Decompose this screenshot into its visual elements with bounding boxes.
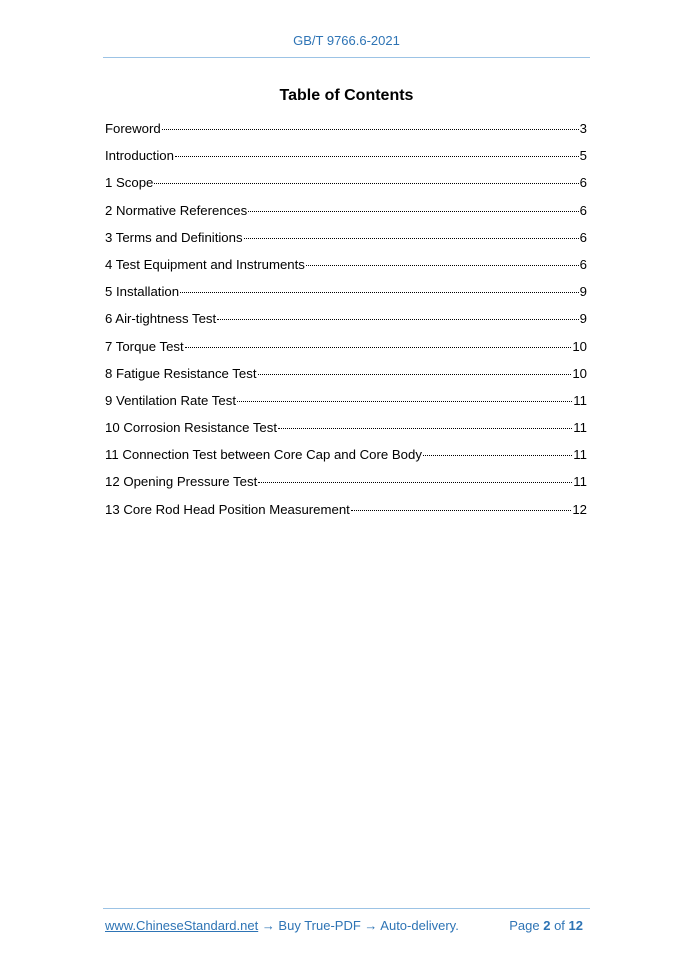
toc-entry-page: 6 — [579, 256, 587, 272]
toc-entry-page: 6 — [579, 229, 587, 245]
toc-title: Table of Contents — [279, 87, 414, 104]
toc-entry-page: 10 — [572, 365, 587, 381]
page-current: 2 — [543, 918, 551, 933]
toc-entry-label: 4 Test Equipment and Instruments — [105, 256, 305, 272]
toc-list — [105, 119, 587, 527]
toc-entry-page: 12 — [572, 501, 587, 517]
page-number — [509, 918, 583, 933]
page-of: of — [550, 918, 569, 933]
toc-dot-leader — [258, 482, 572, 483]
toc-entry-label: 1 Scope — [105, 175, 154, 191]
toc-entry-label: 8 Fatigue Resistance Test — [105, 365, 257, 381]
toc-entry[interactable] — [105, 255, 587, 282]
toc-entry[interactable] — [105, 337, 587, 364]
toc-entry-label: 7 Torque Test — [105, 338, 184, 354]
toc-entry-page: 6 — [579, 202, 587, 218]
toc-dot-leader — [351, 510, 571, 511]
toc-dot-leader — [278, 428, 572, 429]
toc-entry-label: 3 Terms and Definitions — [105, 229, 243, 245]
toc-entry-page: 11 — [573, 447, 587, 463]
page-total: 12 — [568, 918, 583, 933]
toc-dot-leader — [306, 265, 579, 266]
toc-entry-label: Foreword — [105, 121, 161, 136]
toc-entry-label: 6 Air-tightness Test — [105, 311, 217, 327]
toc-entry[interactable] — [105, 282, 587, 309]
toc-entry[interactable] — [105, 364, 587, 391]
toc-entry[interactable] — [105, 228, 587, 255]
toc-entry[interactable] — [105, 391, 587, 418]
toc-dot-leader — [162, 129, 579, 130]
toc-entry-page: 11 — [573, 392, 587, 408]
toc-dot-leader — [258, 374, 572, 375]
toc-entry[interactable] — [105, 173, 587, 200]
toc-dot-leader — [217, 319, 578, 320]
toc-entry-page: 6 — [579, 175, 587, 191]
footer-promo-text: → Buy True-PDF → Auto-delivery. — [258, 918, 459, 933]
header-divider — [103, 57, 590, 58]
toc-entry-label: 5 Installation — [105, 284, 180, 300]
footer-promo — [105, 918, 459, 933]
toc-entry[interactable] — [105, 472, 587, 499]
toc-dot-leader — [248, 211, 578, 212]
toc-entry[interactable] — [105, 201, 587, 228]
toc-dot-leader — [423, 455, 572, 456]
toc-entry-label: 2 Normative References — [105, 202, 248, 218]
toc-entry-page: 9 — [579, 284, 587, 300]
toc-entry-page: 5 — [579, 148, 587, 164]
website-link[interactable]: www.ChineseStandard.net — [105, 918, 259, 933]
toc-entry-page: 11 — [573, 474, 587, 490]
toc-dot-leader — [175, 156, 579, 157]
toc-entry-label: 9 Ventilation Rate Test — [105, 392, 236, 408]
page-header-code: GB/T 9766.6-2021 — [293, 33, 400, 48]
toc-entry[interactable] — [105, 146, 587, 173]
toc-entry-page: 3 — [579, 121, 587, 136]
footer-divider — [103, 908, 590, 909]
toc-dot-leader — [244, 238, 579, 239]
toc-entry-label: 12 Opening Pressure Test — [105, 474, 258, 490]
toc-dot-leader — [237, 401, 572, 402]
toc-entry-page: 9 — [579, 311, 587, 327]
toc-entry[interactable] — [105, 418, 587, 445]
toc-entry[interactable] — [105, 309, 587, 336]
toc-entry-label: 13 Core Rod Head Position Measurement — [105, 501, 350, 517]
toc-entry[interactable] — [105, 445, 587, 472]
page-prefix: Page — [509, 918, 544, 933]
toc-entry-page: 10 — [572, 338, 587, 354]
toc-entry[interactable] — [105, 119, 587, 146]
toc-entry-label: 10 Corrosion Resistance Test — [105, 420, 278, 436]
toc-dot-leader — [185, 347, 572, 348]
toc-entry-page: 11 — [573, 420, 587, 436]
toc-entry-label: Introduction — [105, 148, 174, 164]
toc-entry-label: 11 Connection Test between Core Cap and Core Body — [105, 447, 422, 463]
toc-entry[interactable] — [105, 500, 587, 527]
toc-dot-leader — [154, 183, 578, 184]
toc-dot-leader — [180, 292, 579, 293]
